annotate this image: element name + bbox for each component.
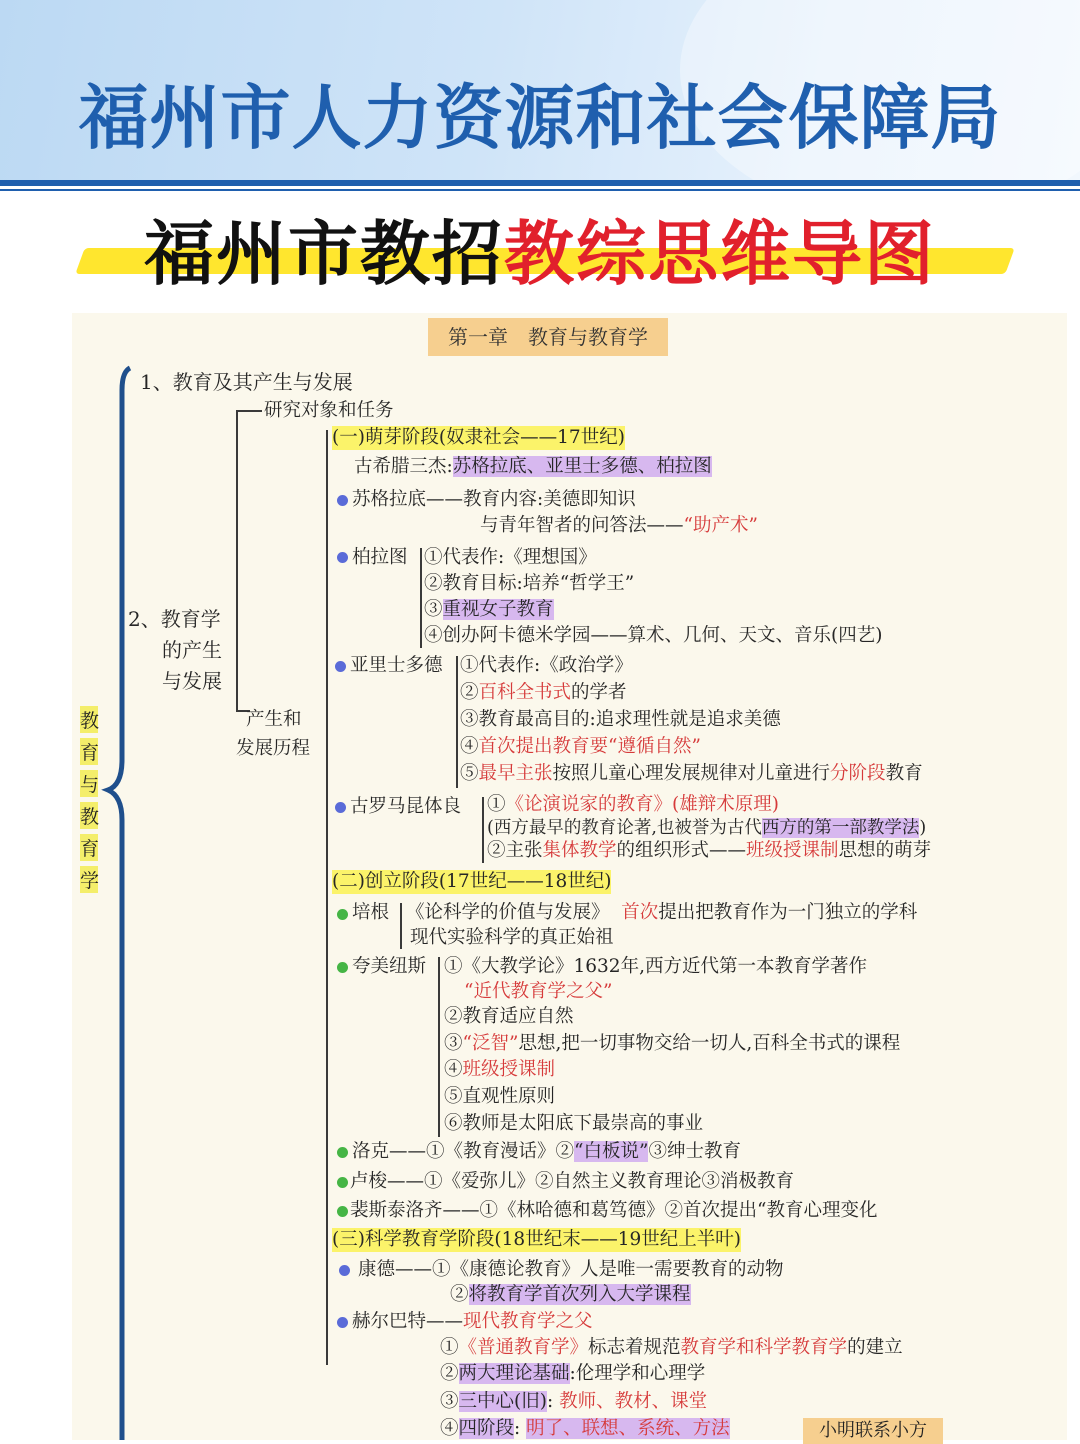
num: ⑤ — [460, 763, 479, 784]
two-foundations: 两大理论基础 — [458, 1363, 570, 1384]
bullet-green — [337, 1177, 348, 1188]
stage-2-heading: (二)创立阶段(17世纪——18世纪) — [332, 871, 612, 892]
class-teaching: 班级授课制 — [462, 1059, 556, 1080]
herbart-label — [352, 1310, 593, 1334]
greek-names: 苏格拉底、亚里士多德、柏拉图 — [452, 456, 712, 477]
herbart-item-3 — [440, 1390, 707, 1414]
socrates-line2 — [480, 514, 758, 538]
bullet-green — [337, 1206, 348, 1217]
branch-2-line3: 与发展 — [162, 669, 222, 693]
scientific-pedagogy: 教育学和科学教育学 — [680, 1337, 848, 1358]
socrates-method: 与青年智者的问答法—— — [480, 515, 684, 536]
plato-item-4: ④创办阿卡德米学园——算术、几何、天文、音乐(四艺) — [424, 625, 883, 646]
comenius-item-6: ⑥教师是太阳底下最崇高的事业 — [444, 1113, 704, 1134]
aristotle-item-2 — [460, 681, 627, 705]
stage-1-heading: (一)萌芽阶段(奴隶社会——17世纪) — [332, 427, 625, 448]
text: 的建立 — [847, 1337, 903, 1358]
plato-item-1: ①代表作:《理想国》 — [424, 547, 597, 568]
bacon-label: 培根 — [352, 902, 390, 923]
text: :伦理学和心理学 — [569, 1363, 706, 1384]
teacher-material-class: 教师、教材、课堂 — [559, 1391, 708, 1412]
chapter-title: 第一章 教育与教育学 — [428, 318, 668, 356]
text: 赫尔巴特—— — [352, 1311, 464, 1332]
text: 洛克——①《教育漫话》② — [352, 1141, 575, 1162]
bullet-blue — [337, 1317, 348, 1328]
four-stages-list: 明了、联想、系统、方法 — [526, 1418, 730, 1439]
aristotle-item-3: ③教育最高目的:追求理性就是追求美德 — [460, 709, 781, 730]
rousseau-line: 卢梭——①《爱弥儿》②自然主义教育理论③消极教育 — [350, 1171, 795, 1192]
earliest: 最早主张 — [478, 763, 553, 784]
locke-line — [352, 1140, 741, 1164]
root-char: 育 — [80, 834, 98, 861]
comenius-item-1: ①《大教学论》1632年,西方近代第一本教育学著作 — [444, 956, 867, 977]
herbart-item-4 — [440, 1417, 730, 1441]
plato-women-education: 重视女子教育 — [442, 599, 554, 620]
greek-three — [354, 455, 712, 479]
branch-research: 研究对象和任务 — [264, 400, 394, 421]
text: : — [546, 1391, 554, 1412]
branch-connector — [236, 410, 262, 412]
branch-history-line1: 产生和 — [246, 709, 302, 730]
comenius-item-4 — [444, 1058, 555, 1082]
stage-spine — [326, 430, 328, 1365]
banner-divider — [0, 180, 1080, 186]
university-course: 将教育学首次列入大学课程 — [468, 1284, 691, 1305]
text: 标志着规范 — [588, 1337, 681, 1358]
comenius-label: 夸美纽斯 — [352, 956, 427, 977]
text: ) — [919, 818, 927, 838]
socrates-line1: 苏格拉底——教育内容:美德即知识 — [352, 489, 636, 510]
main-title — [0, 198, 1080, 299]
contact-badge: 小明联系小方 — [803, 1418, 943, 1444]
socrates-midwifery: “助产术” — [683, 515, 758, 536]
aristotle-item-1: ①代表作:《政治学》 — [460, 655, 633, 676]
four-stages: 四阶段 — [458, 1418, 515, 1439]
plato-item-2: ②教育目标:培养“哲学王” — [424, 573, 635, 594]
num: ① — [487, 794, 506, 815]
kant-line-2 — [450, 1283, 691, 1307]
comenius-bracket — [438, 957, 440, 1137]
group-teaching: 集体教学 — [542, 840, 617, 861]
text: 《论科学的价值与发展》 — [406, 902, 610, 923]
bullet-blue — [335, 661, 346, 672]
num: ② — [440, 1363, 459, 1384]
num: ② — [460, 682, 479, 703]
father-modern: 现代教育学之父 — [463, 1311, 593, 1332]
text: 按照儿童心理发展规律对儿童进行 — [552, 763, 831, 784]
aristotle-item-5 — [460, 762, 923, 786]
general-pedagogy: 《普通教育学》 — [458, 1337, 589, 1358]
plato-bracket — [420, 548, 422, 648]
text: (西方最早的教育论著,也被誉为古代 — [487, 818, 762, 838]
greek-label: 古希腊三杰: — [354, 456, 453, 477]
text: 的组织形式—— — [616, 840, 747, 861]
comenius-father: “近代教育学之父” — [464, 981, 613, 1002]
text: : — [514, 1418, 521, 1439]
num: ② — [450, 1284, 469, 1305]
aristotle-label: 亚里士多德 — [350, 655, 443, 676]
text: 教育 — [885, 763, 923, 784]
branch-2-line1: 2、教育学 — [128, 607, 221, 631]
three-centers: 三中心(旧) — [458, 1391, 547, 1412]
quintilian-item-2 — [487, 839, 931, 863]
branch-history-line2: 发展历程 — [236, 738, 311, 759]
text: 思想,把一切事物交给一切人,百科全书式的课程 — [518, 1033, 901, 1054]
main-title-red: 教综思维导图 — [504, 212, 936, 295]
encyclopedic: 百科全书式 — [478, 682, 572, 703]
quintilian-item-1-note — [487, 816, 926, 840]
quintilian-item-1 — [487, 793, 779, 817]
first-time: 首次 — [621, 902, 659, 923]
stages: 分阶段 — [830, 763, 886, 784]
num: ④ — [460, 736, 479, 757]
comenius-item-5: ⑤直观性原则 — [444, 1086, 556, 1107]
banner-divider-thin — [0, 189, 1080, 191]
pansophism: “泛智” — [462, 1033, 519, 1054]
bacon-bracket — [400, 903, 402, 949]
org-title: 福州市人力资源和社会保障局 — [78, 77, 1002, 159]
plato-item-3 — [424, 598, 554, 622]
num: ③ — [444, 1033, 463, 1054]
plato-label: 柏拉图 — [352, 547, 408, 568]
aristotle-item-4 — [460, 735, 701, 759]
num: ④ — [444, 1059, 463, 1080]
branch-2-line2: 的产生 — [162, 638, 222, 662]
comenius-item-2: ②教育适应自然 — [444, 1006, 574, 1027]
herbart-item-2 — [440, 1362, 705, 1386]
root-brace — [100, 360, 140, 1440]
root-char: 学 — [80, 866, 98, 893]
quintilian-bracket — [482, 797, 484, 863]
herbart-item-1 — [440, 1336, 903, 1360]
orator-education: 《论演说家的教育》(雄辩术原理) — [505, 794, 779, 815]
follow-nature: 首次提出教育要“遵循自然” — [478, 736, 701, 757]
root-char: 教 — [80, 706, 98, 733]
num: ① — [440, 1337, 459, 1358]
branch-1: 1、教育及其产生与发展 — [140, 370, 353, 394]
root-char: 育 — [80, 738, 98, 765]
bacon-item-2: 现代实验科学的真正始祖 — [410, 927, 614, 948]
aristotle-bracket — [456, 656, 458, 788]
main-title-black: 福州市教招 — [144, 212, 504, 295]
text: ②主张 — [487, 840, 543, 861]
text: 思想的萌芽 — [838, 840, 932, 861]
first-didactics: 西方的第一部教学法 — [761, 818, 920, 838]
num: ③ — [424, 599, 443, 620]
root-char: 与 — [80, 770, 98, 797]
kant-line-1: 康德——①《康德论教育》人是唯一需要教育的动物 — [358, 1259, 784, 1280]
class-teaching: 班级授课制 — [746, 840, 839, 861]
bullet-blue — [337, 495, 348, 506]
bullet-blue — [339, 1265, 350, 1276]
num: ④ — [440, 1418, 459, 1439]
text: ③绅士教育 — [648, 1141, 741, 1162]
num: ③ — [440, 1391, 459, 1412]
stage-3-heading: (三)科学教育学阶段(18世纪末——19世纪上半叶) — [332, 1229, 741, 1250]
blank-slate: “白板说” — [574, 1141, 649, 1162]
text: 提出把教育作为一门独立的学科 — [658, 902, 918, 923]
bacon-item-1 — [406, 901, 917, 925]
bullet-blue — [337, 552, 348, 563]
quintilian-label: 古罗马昆体良 — [350, 796, 462, 817]
bullet-green — [337, 962, 348, 973]
bullet-green — [337, 909, 348, 920]
bullet-green — [337, 1147, 348, 1158]
scholar: 的学者 — [571, 682, 627, 703]
root-char: 教 — [80, 802, 98, 829]
pestalozzi-line: 裴斯泰洛齐——①《林哈德和葛笃德》②首次提出“教育心理变化 — [350, 1200, 878, 1221]
branch-connector — [236, 410, 238, 710]
comenius-item-3 — [444, 1032, 900, 1056]
bullet-blue — [335, 802, 346, 813]
